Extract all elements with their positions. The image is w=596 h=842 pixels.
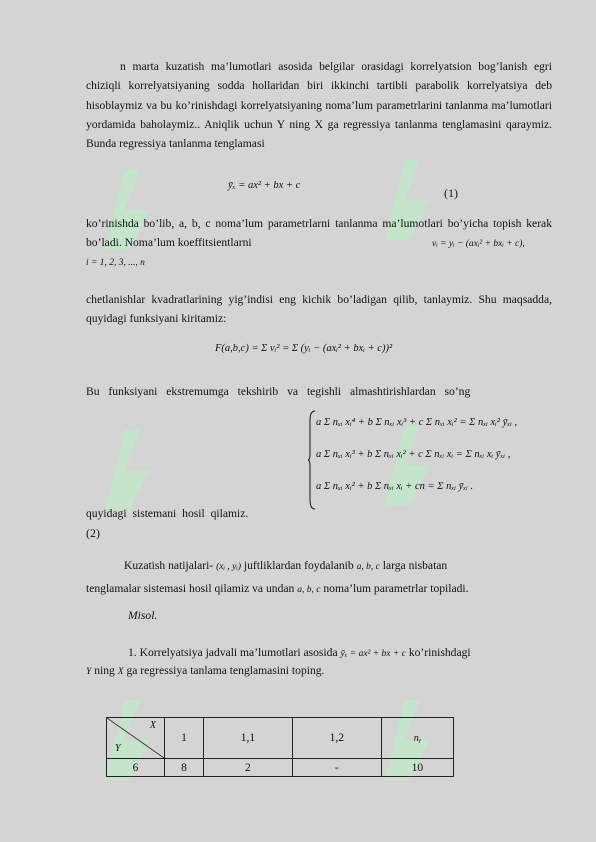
task-text-b: ko’rinishdagi <box>408 646 471 659</box>
paragraph-extremum: Bu funksiyani ekstremumga tekshirib va tegishli almashtirishlardan so’ng <box>86 385 471 398</box>
deviation-formula: vᵢ = yᵢ − (axᵢ² + bxᵢ + c), <box>432 239 525 249</box>
paragraph-least-squares: chetlanishlar kvadratlarining yig’indisi eng kichik bo’ladigan qilib, tanlaymiz. Shu maqsadda, quyidagi funksiyani kiritamiz: <box>86 293 552 326</box>
observations-text-c: larga nisbatan <box>382 559 448 572</box>
table-cell: 6 <box>107 759 165 777</box>
paragraph-intro: n marta kuzatish ma’lumotlari asosida belgilar orasidagi korrelyatsion bog’lanish egri chiziqli korrelyatsiyaning sodda hollaridan biri ikkinchi tartibli parabolik korrelyatsiya deb hisoblaymiz va bu ko’rinishdagi korrelyatsiyaning noma’lum parametrlarini tanlanma ma’lumotlari yordamida baholaymiz.. Aniqlik uchun Y ning X ga regressiya tanlanma tenglamasini qaraymiz. Bunda regressiya tanlanma tenglamasi <box>86 60 552 151</box>
task-text-ning: ning <box>94 664 115 677</box>
solve-params: a, b, c <box>297 585 321 595</box>
table-header-cell: 1 <box>165 718 204 759</box>
solve-text-b: noma’lum parametrlar topiladi. <box>323 582 469 595</box>
paragraph-observations <box>124 556 554 577</box>
paragraph-example-task-2 <box>86 661 552 682</box>
table-row <box>107 759 454 777</box>
solve-text-a: tenglamalar sistemasi hosil qilamiz va undan <box>86 582 295 595</box>
example-heading: Misol. <box>128 609 158 622</box>
task-text-a: 1. Korrelyatsiya jadvali ma’lumotlari asosida <box>128 646 338 659</box>
corner-label-y: Y <box>115 743 121 754</box>
table-header-cell: 1,2 <box>292 718 381 759</box>
table-corner-cell <box>107 718 165 759</box>
system-equation-1: a Σ nₓᵢ xᵢ⁴ + b Σ nₓᵢ xᵢ³ + c Σ nₓᵢ xᵢ² = Σ nₓᵢ xᵢ² ȳₓᵢ , <box>316 417 518 428</box>
correlation-table <box>106 717 454 777</box>
system-equation-3: a Σ nₓᵢ xᵢ² + b Σ nₓᵢ xᵢ + cn = Σ nₓᵢ ȳₓᵢ . <box>316 481 474 492</box>
task-var-y: Y <box>86 667 92 677</box>
task-text-d: ga regressiya tanlama tenglamasini toping. <box>126 664 325 677</box>
observations-params: a, b, c <box>356 562 380 572</box>
system-equation-2: a Σ nₓᵢ xᵢ³ + b Σ nₓᵢ xᵢ² + c Σ nₓᵢ xᵢ = Σ nₓᵢ xᵢ ȳₓᵢ , <box>316 449 511 460</box>
paragraph-parameters: ko’rinishda bo’lib, a, b, c noma’lum parametrlarni tanlanma ma’lumotlari bo’yicha topish kerak bo’ladi. Noma’lum koeffitsientlarni <box>86 217 552 250</box>
equation-number-1: (1) <box>444 186 458 200</box>
table-cell: 2 <box>204 759 293 777</box>
table-cell: - <box>292 759 381 777</box>
equation-number-2: (2) <box>86 526 100 540</box>
task-var-x: X <box>117 667 124 677</box>
observations-text-a: Kuzatish natijalari- <box>124 559 214 572</box>
equation-function-f: F(a,b,c) = Σ vᵢ² = Σ (yᵢ − (axᵢ² + bxᵢ + c))² <box>215 343 393 354</box>
table-header-cell: 1,1 <box>204 718 293 759</box>
equation-regression: ȳₓ = ax² + bx + c <box>228 180 301 191</box>
index-range: i = 1, 2, 3, ..., n <box>86 258 145 268</box>
observations-pair: (xᵢ , yᵢ) <box>216 562 241 572</box>
table-cell: 10 <box>381 759 453 777</box>
paragraph-system-solve <box>86 579 552 600</box>
observations-text-b: juftliklardan foydalanib <box>243 559 354 572</box>
paragraph-system-result: quyidagi sistemani hosil qilamiz. <box>86 507 249 520</box>
system-brace-icon <box>308 410 316 510</box>
table-header-row <box>107 718 454 759</box>
equation-system <box>316 413 517 497</box>
corner-label-x: X <box>149 720 156 731</box>
table-header-cell: nᵧ <box>381 718 453 759</box>
table-cell: 8 <box>165 759 204 777</box>
task-equation: ȳₓ = ax² + bx + c <box>340 649 406 659</box>
